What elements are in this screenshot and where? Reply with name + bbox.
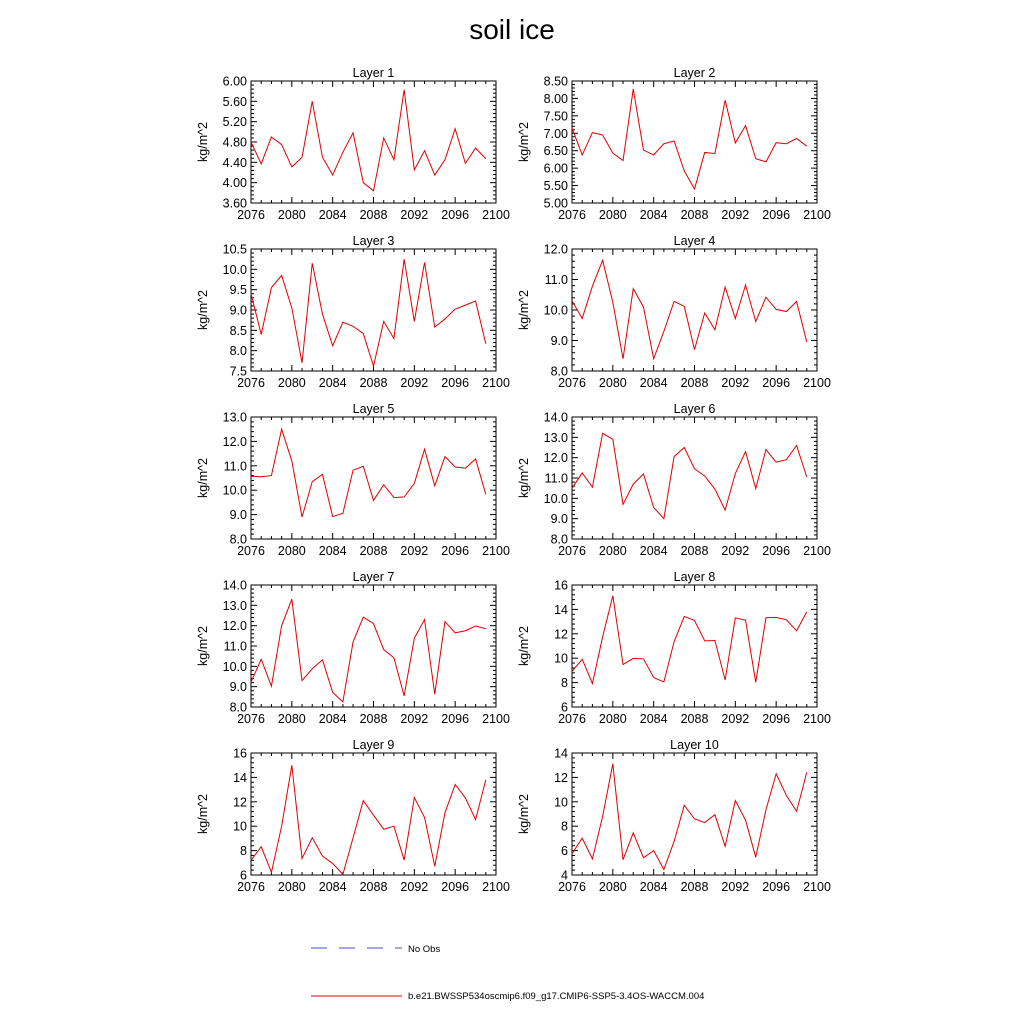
x-tick-label: 2092 xyxy=(400,376,429,390)
panel-layer-6 xyxy=(517,402,831,558)
plot-frame xyxy=(572,585,817,707)
y-tick-label: 10.5 xyxy=(222,242,247,257)
panel-title: Layer 10 xyxy=(670,738,719,752)
y-tick-label: 9.0 xyxy=(550,512,568,527)
y-tick-label: 8.0 xyxy=(550,364,568,379)
x-tick-label: 2096 xyxy=(441,376,470,390)
y-tick-label: 12 xyxy=(233,795,247,810)
y-tick-label: 13.0 xyxy=(543,430,568,445)
x-tick-label: 2076 xyxy=(237,544,265,558)
x-tick-label: 2088 xyxy=(359,880,388,894)
x-tick-label: 2088 xyxy=(680,712,709,726)
x-tick-label: 2088 xyxy=(680,544,709,558)
x-tick-label: 2080 xyxy=(598,544,627,558)
y-tick-label: 12 xyxy=(554,627,568,642)
x-tick-label: 2092 xyxy=(721,712,750,726)
y-tick-label: 8 xyxy=(240,844,247,859)
x-tick-label: 2096 xyxy=(762,208,791,222)
x-tick-label: 2084 xyxy=(639,208,668,222)
legend-model-label: b.e21.BWSSP534oscmip6.f09_g17.CMIP6-SSP5-3.4OS-WACCM.004 xyxy=(408,991,705,1002)
x-tick-label: 2100 xyxy=(482,208,510,222)
x-tick-label: 2100 xyxy=(482,712,510,726)
series-line xyxy=(572,764,807,870)
y-axis-label: kg/m^2 xyxy=(196,122,210,162)
x-tick-label: 2080 xyxy=(277,712,306,726)
y-tick-label: 14 xyxy=(554,746,568,761)
y-tick-label: 12.0 xyxy=(222,619,247,634)
x-tick-label: 2100 xyxy=(482,376,510,390)
panel-title: Layer 7 xyxy=(352,570,395,584)
panel-title: Layer 9 xyxy=(352,738,395,752)
y-tick-label: 9.5 xyxy=(229,283,247,298)
y-tick-label: 10.0 xyxy=(543,491,568,506)
y-tick-label: 5.00 xyxy=(543,196,568,211)
x-tick-label: 2096 xyxy=(762,544,791,558)
x-tick-label: 2096 xyxy=(762,712,791,726)
panel-title: Layer 2 xyxy=(673,66,716,80)
x-tick-label: 2100 xyxy=(803,880,831,894)
x-tick-label: 2100 xyxy=(803,712,831,726)
series-line xyxy=(251,90,486,191)
series-line xyxy=(572,89,807,189)
x-tick-label: 2088 xyxy=(359,712,388,726)
y-tick-label: 10.0 xyxy=(222,659,247,674)
legend-obs-label: No Obs xyxy=(408,944,441,955)
y-axis-label: kg/m^2 xyxy=(196,626,210,666)
y-tick-label: 11.0 xyxy=(544,273,568,287)
legend xyxy=(311,944,704,1002)
y-tick-label: 7.00 xyxy=(543,126,568,141)
panel-layer-5 xyxy=(196,402,510,558)
y-tick-label: 8.0 xyxy=(229,344,247,359)
x-tick-label: 2096 xyxy=(441,544,470,558)
y-tick-label: 16 xyxy=(554,578,568,593)
x-tick-label: 2076 xyxy=(558,712,586,726)
y-tick-label: 9.0 xyxy=(229,508,247,523)
x-tick-label: 2080 xyxy=(598,208,627,222)
x-tick-label: 2084 xyxy=(639,880,668,894)
x-tick-label: 2096 xyxy=(441,712,470,726)
series-line xyxy=(572,433,807,518)
y-tick-label: 12.0 xyxy=(543,451,568,466)
y-tick-label: 6 xyxy=(561,700,568,715)
series-line xyxy=(572,596,807,684)
x-tick-label: 2088 xyxy=(680,208,709,222)
y-tick-label: 8.0 xyxy=(229,700,247,715)
y-tick-label: 6.50 xyxy=(543,144,568,159)
x-tick-label: 2080 xyxy=(277,376,306,390)
y-tick-label: 6 xyxy=(240,868,247,883)
x-tick-label: 2080 xyxy=(598,712,627,726)
y-tick-label: 12.0 xyxy=(222,434,247,449)
y-tick-label: 16 xyxy=(233,746,247,761)
panel-title: Layer 3 xyxy=(352,234,395,248)
y-tick-label: 7.5 xyxy=(229,364,247,379)
panel-title: Layer 4 xyxy=(673,234,716,248)
x-tick-label: 2096 xyxy=(762,376,791,390)
x-tick-label: 2076 xyxy=(237,376,265,390)
y-tick-label: 8.5 xyxy=(229,323,247,338)
x-tick-label: 2084 xyxy=(318,208,347,222)
y-axis-label: kg/m^2 xyxy=(517,794,531,834)
panel-layer-2 xyxy=(517,66,831,222)
y-tick-label: 6.00 xyxy=(222,74,247,89)
x-tick-label: 2092 xyxy=(400,880,429,894)
y-tick-label: 4.00 xyxy=(222,176,247,191)
x-tick-label: 2100 xyxy=(482,544,510,558)
y-tick-label: 13.0 xyxy=(222,410,247,425)
y-tick-label: 5.60 xyxy=(222,94,247,109)
panel-layer-10 xyxy=(517,738,831,894)
y-tick-label: 8.0 xyxy=(550,532,568,547)
y-tick-label: 14.0 xyxy=(543,410,568,425)
x-tick-label: 2076 xyxy=(558,208,586,222)
x-tick-label: 2100 xyxy=(482,880,510,894)
y-tick-label: 6.00 xyxy=(543,161,568,176)
y-tick-label: 3.60 xyxy=(222,196,247,211)
x-tick-label: 2076 xyxy=(237,880,265,894)
y-tick-label: 12 xyxy=(554,770,568,785)
y-tick-label: 4 xyxy=(561,868,568,883)
x-tick-label: 2080 xyxy=(277,208,306,222)
y-tick-label: 6 xyxy=(561,844,568,859)
x-tick-label: 2088 xyxy=(359,208,388,222)
panel-layer-3 xyxy=(196,234,510,390)
y-tick-label: 8 xyxy=(561,676,568,691)
y-tick-label: 8.00 xyxy=(543,91,568,106)
x-tick-label: 2080 xyxy=(598,376,627,390)
x-tick-label: 2076 xyxy=(237,208,265,222)
plot-frame xyxy=(572,417,817,539)
plot-frame xyxy=(572,81,817,203)
x-tick-label: 2100 xyxy=(803,376,831,390)
y-tick-label: 5.20 xyxy=(222,115,247,130)
y-tick-label: 4.40 xyxy=(222,155,247,170)
x-tick-label: 2092 xyxy=(721,544,750,558)
x-tick-label: 2084 xyxy=(639,712,668,726)
series-line xyxy=(572,260,807,359)
y-axis-label: kg/m^2 xyxy=(517,290,531,330)
y-tick-label: 11.0 xyxy=(223,639,247,654)
plot-frame xyxy=(251,753,496,875)
x-tick-label: 2076 xyxy=(558,544,586,558)
y-tick-label: 10 xyxy=(554,795,568,810)
y-axis-label: kg/m^2 xyxy=(196,458,210,498)
series-line xyxy=(251,429,486,517)
y-tick-label: 9.0 xyxy=(229,680,247,695)
y-tick-label: 9.0 xyxy=(550,334,568,348)
x-tick-label: 2080 xyxy=(598,880,627,894)
x-tick-label: 2096 xyxy=(441,880,470,894)
y-axis-label: kg/m^2 xyxy=(517,122,531,162)
x-tick-label: 2096 xyxy=(441,208,470,222)
y-tick-label: 4.80 xyxy=(222,135,247,150)
panel-layer-1 xyxy=(196,66,510,222)
plot-frame xyxy=(251,249,496,371)
x-tick-label: 2084 xyxy=(318,376,347,390)
series-line xyxy=(251,765,486,874)
x-tick-label: 2092 xyxy=(400,712,429,726)
x-tick-label: 2088 xyxy=(680,376,709,390)
y-tick-label: 8.0 xyxy=(229,532,247,547)
x-tick-label: 2084 xyxy=(318,712,347,726)
x-tick-label: 2100 xyxy=(803,544,831,558)
plot-frame xyxy=(251,417,496,539)
y-tick-label: 5.50 xyxy=(543,179,568,194)
y-tick-label: 8.50 xyxy=(543,74,568,89)
panel-title: Layer 1 xyxy=(352,66,395,80)
x-tick-label: 2076 xyxy=(237,712,265,726)
x-tick-label: 2076 xyxy=(558,376,586,390)
y-tick-label: 14 xyxy=(233,770,247,785)
x-tick-label: 2088 xyxy=(680,880,709,894)
x-tick-label: 2092 xyxy=(721,208,750,222)
x-tick-label: 2092 xyxy=(721,376,750,390)
panel-layer-4 xyxy=(517,234,831,390)
y-tick-label: 10.0 xyxy=(222,262,247,277)
chart-panels xyxy=(196,66,831,894)
y-tick-label: 10.0 xyxy=(222,483,247,498)
series-line xyxy=(251,259,486,366)
y-tick-label: 10.0 xyxy=(543,303,568,318)
y-tick-label: 9.0 xyxy=(229,303,247,318)
y-axis-label: kg/m^2 xyxy=(517,626,531,666)
page-title: soil ice xyxy=(469,14,555,45)
panel-layer-9 xyxy=(196,738,510,894)
y-tick-label: 11.0 xyxy=(544,471,568,486)
panel-title: Layer 8 xyxy=(673,570,716,584)
panel-title: Layer 6 xyxy=(673,402,716,416)
y-tick-label: 14 xyxy=(554,602,568,617)
x-tick-label: 2092 xyxy=(721,880,750,894)
x-tick-label: 2088 xyxy=(359,544,388,558)
x-tick-label: 2100 xyxy=(803,208,831,222)
x-tick-label: 2096 xyxy=(762,880,791,894)
x-tick-label: 2088 xyxy=(359,376,388,390)
y-axis-label: kg/m^2 xyxy=(517,458,531,498)
x-tick-label: 2084 xyxy=(318,544,347,558)
x-tick-label: 2080 xyxy=(277,880,306,894)
x-tick-label: 2092 xyxy=(400,208,429,222)
x-tick-label: 2084 xyxy=(318,880,347,894)
panel-title: Layer 5 xyxy=(352,402,395,416)
y-tick-label: 11.0 xyxy=(223,459,247,474)
plot-frame xyxy=(251,585,496,707)
series-line xyxy=(251,599,486,702)
x-tick-label: 2092 xyxy=(400,544,429,558)
y-axis-label: kg/m^2 xyxy=(196,794,210,834)
y-tick-label: 13.0 xyxy=(222,598,247,613)
panel-layer-8 xyxy=(517,570,831,726)
x-tick-label: 2076 xyxy=(558,880,586,894)
plot-frame xyxy=(572,753,817,875)
y-tick-label: 8 xyxy=(561,819,568,834)
x-tick-label: 2084 xyxy=(639,544,668,558)
y-tick-label: 12.0 xyxy=(543,242,568,257)
x-tick-label: 2080 xyxy=(277,544,306,558)
y-tick-label: 14.0 xyxy=(222,578,247,593)
y-tick-label: 10 xyxy=(233,819,247,834)
y-axis-label: kg/m^2 xyxy=(196,290,210,330)
y-tick-label: 7.50 xyxy=(543,109,568,124)
y-tick-label: 10 xyxy=(554,651,568,666)
panel-layer-7 xyxy=(196,570,510,726)
x-tick-label: 2084 xyxy=(639,376,668,390)
